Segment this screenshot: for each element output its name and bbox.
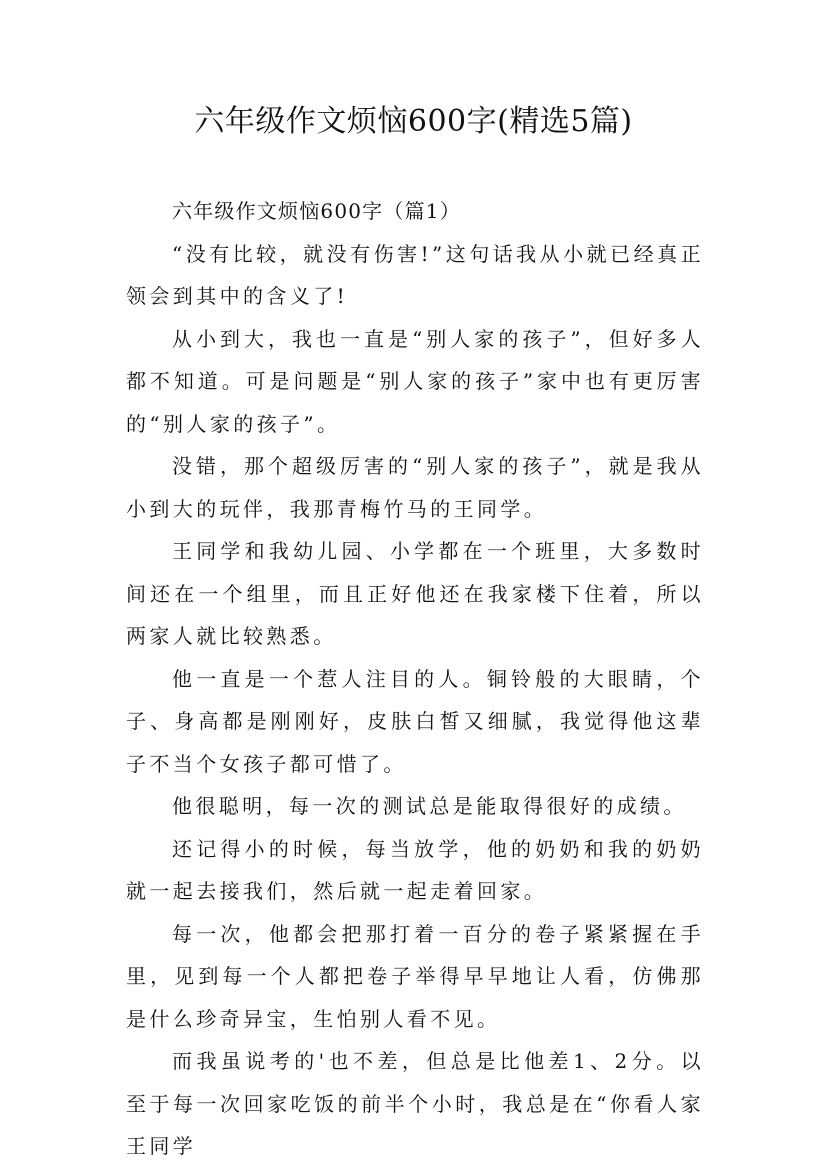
paragraph: 每一次，他都会把那打着一百分的卷子紧紧握在手里，见到每一个人都把卷子举得早早地让人看，仿佛那是什么珍奇异宝，生怕别人看不见。: [126, 921, 704, 1031]
section-heading: 六年级作文烦恼600字（篇1）: [172, 199, 461, 223]
paragraph: “没有比较，就没有伤害!”这句话我从小就已经真正领会到其中的含义了!: [126, 241, 704, 308]
paragraph: 还记得小的时候，每当放学，他的奶奶和我的奶奶就一起去接我们，然后就一起走着回家。: [126, 836, 704, 903]
paragraph: 没错，那个超级厉害的“别人家的孩子”，就是我从小到大的玩伴，我那青梅竹马的王同学。: [126, 454, 704, 521]
paragraph: 从小到大，我也一直是“别人家的孩子”，但好多人都不知道。可是问题是“别人家的孩子”家中也有更厉害的“别人家的孩子”。: [126, 326, 704, 436]
paragraph: 他很聪明，每一次的测试总是能取得很好的成绩。: [172, 794, 687, 818]
paragraph: 王同学和我幼儿园、小学都在一个班里，大多数时间还在一个组里，而且正好他还在我家楼下住着，所以两家人就比较熟悉。: [126, 539, 704, 648]
document-title: 六年级作文烦恼600字(精选5篇): [194, 104, 633, 139]
paragraph: 他一直是一个惹人注目的人。铜铃般的大眼睛，个子、身高都是刚刚好，皮肤白皙又细腻，我觉得他这辈子不当个女孩子都可惜了。: [126, 666, 704, 776]
paragraph: 而我虽说考的'也不差，但总是比他差1、2分。以至于每一次回家吃饭的前半个小时，我总是在“你看人家王同学: [126, 1049, 704, 1158]
document-body: [126, 190, 704, 1168]
